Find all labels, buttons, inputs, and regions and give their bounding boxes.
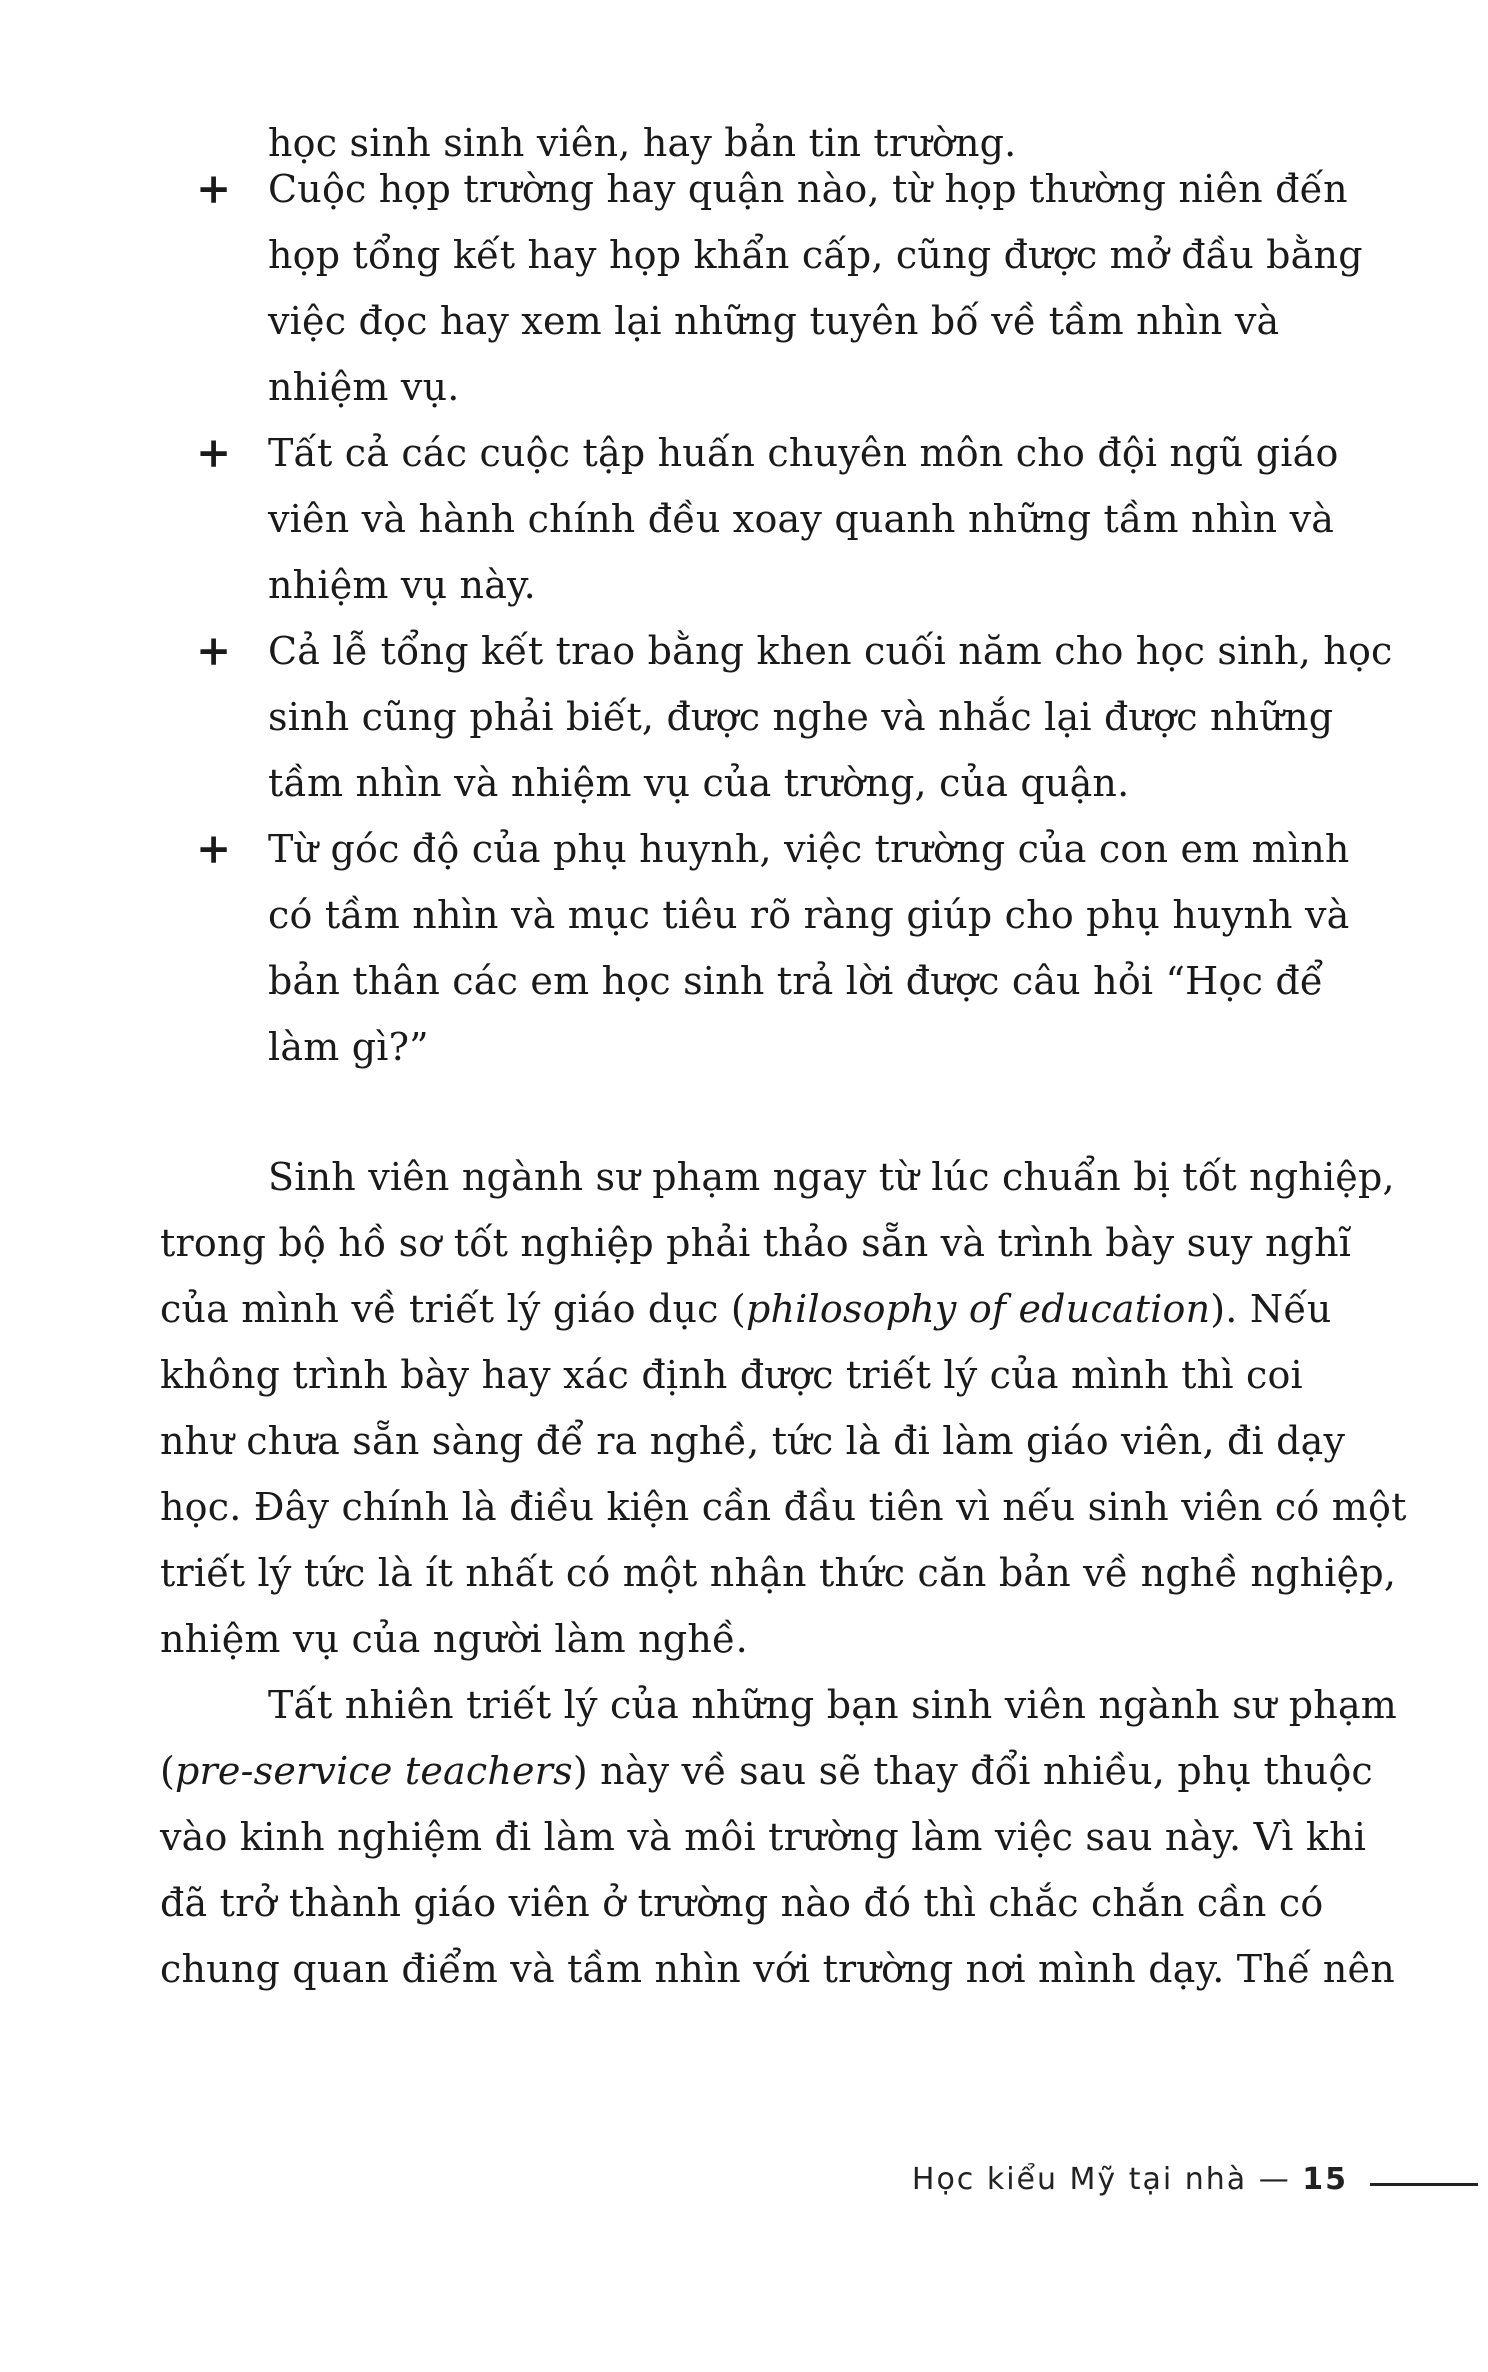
- bullet-plus-icon: +: [196, 824, 232, 873]
- text-line: [160, 1738, 1373, 1804]
- text-line: Cuộc họp trường hay quận nào, từ họp thường niên đến: [268, 167, 1348, 211]
- text-line: như chưa sẵn sàng để ra nghề, tức là đi làm giáo viên, đi dạy: [160, 1419, 1346, 1463]
- text-segment: của mình về triết lý giáo dục (: [160, 1287, 746, 1331]
- text-line: vào kinh nghiệm đi làm và môi trường làm việc sau này. Vì khi: [160, 1815, 1367, 1859]
- text-line: làm gì?”: [268, 1025, 429, 1069]
- bullet-plus-icon: +: [196, 626, 232, 675]
- text-line: Cả lễ tổng kết trao bằng khen cuối năm cho học sinh, học: [268, 629, 1393, 673]
- italic-term: pre-service teachers: [175, 1749, 573, 1793]
- text-line: tầm nhìn và nhiệm vụ của trường, của quận.: [268, 761, 1130, 805]
- page-footer: [912, 2162, 1348, 2197]
- text-line: Từ góc độ của phụ huynh, việc trường của con em mình: [268, 827, 1350, 871]
- text-line: học sinh sinh viên, hay bản tin trường.: [268, 121, 1017, 165]
- text-line: có tầm nhìn và mục tiêu rõ ràng giúp cho phụ huynh và: [268, 893, 1350, 937]
- text-line: bản thân các em học sinh trả lời được câu hỏi “Học để: [268, 959, 1324, 1003]
- text-line: nhiệm vụ này.: [268, 563, 536, 607]
- text-line: [160, 1276, 1332, 1342]
- footer-dash: —: [1258, 2162, 1291, 2197]
- text-line: nhiệm vụ.: [268, 365, 460, 409]
- text-line: họp tổng kết hay họp khẩn cấp, cũng được mở đầu bằng: [268, 233, 1363, 277]
- text-line: việc đọc hay xem lại những tuyên bố về tầm nhìn và: [268, 299, 1280, 343]
- text-segment: (: [160, 1749, 176, 1793]
- text-line: Tất cả các cuộc tập huấn chuyên môn cho đội ngũ giáo: [268, 431, 1339, 475]
- text-line: không trình bày hay xác định được triết lý của mình thì coi: [160, 1353, 1303, 1397]
- text-line: Tất nhiên triết lý của những bạn sinh viên ngành sư phạm: [268, 1683, 1398, 1727]
- text-segment: ). Nếu: [1210, 1287, 1332, 1331]
- text-line: viên và hành chính đều xoay quanh những tầm nhìn và: [268, 497, 1335, 541]
- text-line: Sinh viên ngành sư phạm ngay từ lúc chuẩn bị tốt nghiệp,: [268, 1155, 1395, 1199]
- bullet-plus-icon: +: [196, 428, 232, 477]
- text-segment: ) này về sau sẽ thay đổi nhiều, phụ thuộc: [572, 1749, 1373, 1793]
- text-line: nhiệm vụ của người làm nghề.: [160, 1617, 748, 1661]
- text-line: triết lý tức là ít nhất có một nhận thức căn bản về nghề nghiệp,: [160, 1551, 1397, 1595]
- text-line: học. Đây chính là điều kiện cần đầu tiên vì nếu sinh viên có một: [160, 1485, 1407, 1529]
- text-line: trong bộ hồ sơ tốt nghiệp phải thảo sẵn và trình bày suy nghĩ: [160, 1221, 1352, 1265]
- running-title: Học kiểu Mỹ tại nhà: [911, 2162, 1248, 2197]
- text-line: chung quan điểm và tầm nhìn với trường nơi mình dạy. Thế nên: [160, 1947, 1395, 1991]
- text-line: đã trở thành giáo viên ở trường nào đó thì chắc chắn cần có: [160, 1881, 1324, 1925]
- page-number: 15: [1302, 2162, 1348, 2197]
- footer-rule: [1370, 2183, 1478, 2186]
- bullet-plus-icon: +: [196, 164, 232, 213]
- text-line: sinh cũng phải biết, được nghe và nhắc lại được những: [268, 695, 1334, 739]
- italic-term: philosophy of education: [745, 1287, 1211, 1331]
